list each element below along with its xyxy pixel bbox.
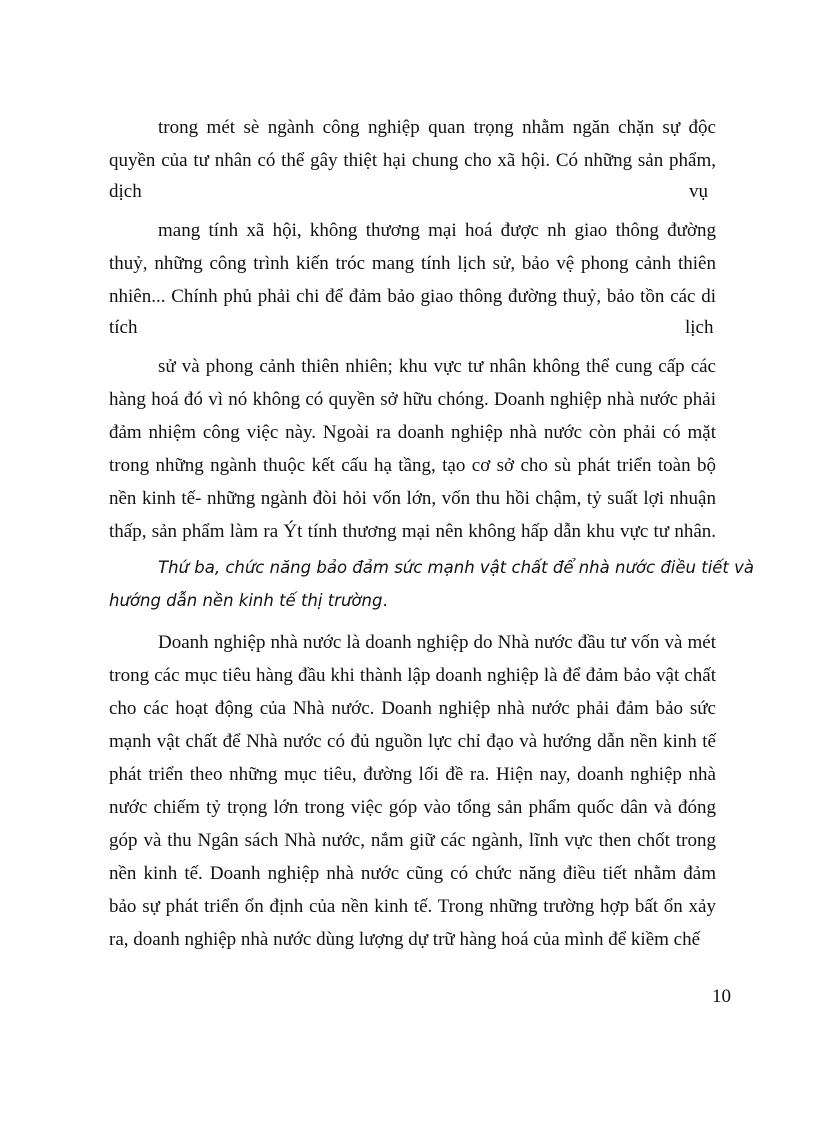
text-line: hàng hoá đó vì nó không có quyền sở hữu chóng. Doanh nghiệp nhà nước phải — [109, 389, 716, 410]
text-line: nhiên... Chính phủ phải chi để đảm bảo giao thông đường thuỷ, bảo tồn các di — [109, 286, 716, 307]
text-line-left: dịch — [109, 181, 142, 202]
text-line: trong những ngành thuộc kết cấu hạ tầng, tạo cơ sở cho sù phát triển toàn bộ — [109, 455, 716, 476]
text-line: góp và thu Ngân sách Nhà nước, nắm giữ các ngành, lĩnh vực then chốt trong — [109, 830, 716, 851]
text-line: trong mét sè ngành công nghiệp quan trọng nhằm ngăn chặn sự độc — [158, 117, 716, 138]
text-line: mạnh vật chất để Nhà nước có đủ nguồn lực chỉ đạo và hướng dẫn nền kinh tế — [109, 731, 716, 752]
text-line: đảm nhiệm công việc này. Ngoài ra doanh nghiệp nhà nước còn phải có mặt — [109, 422, 716, 443]
text-line: mang tính xã hội, không thương mại hoá được nh giao thông đường — [158, 220, 716, 241]
text-line: thuỷ, những công trình kiến tróc mang tính lịch sử, bảo vệ phong cảnh thiên — [109, 253, 716, 274]
italic-heading-text: hướng dẫn nền kinh tế thị trường — [109, 591, 383, 610]
text-line-right: lịch — [685, 317, 714, 338]
text-line: bảo sự phát triển ổn định của nền kinh tế. Trong những trường hợp bất ổn xảy — [109, 896, 716, 917]
italic-heading-line: Thứ ba, chức năng bảo đảm sức mạnh vật chất để nhà nước điều tiết và — [158, 558, 755, 577]
text-line: nền kinh tế- những ngành đòi hỏi vốn lớn, vốn thu hồi chậm, tỷ suất lợi nhuận — [109, 488, 716, 509]
text-line: phát triển theo những mục tiêu, đường lối đề ra. Hiện nay, doanh nghiệp nhà — [109, 764, 716, 785]
page-number: 10 — [712, 986, 731, 1007]
text-line: cho các hoạt động của Nhà nước. Doanh nghiệp nhà nước phải đảm bảo sức — [109, 698, 716, 719]
text-line: Doanh nghiệp nhà nước là doanh nghiệp do Nhà nước đầu tư vốn và mét — [158, 632, 716, 653]
text-line: nền kinh tế. Doanh nghiệp nhà nước cũng có chức năng điều tiết nhằm đảm — [109, 863, 716, 884]
text-line: thấp, sản phẩm làm ra Ýt tính thương mại nên không hấp dẫn khu vực tư nhân. — [109, 521, 716, 542]
text-line-left: tích — [109, 317, 138, 338]
text-line: trong các mục tiêu hàng đầu khi thành lập doanh nghiệp là để đảm bảo vật chất — [109, 665, 716, 686]
text-line: ra, doanh nghiệp nhà nước dùng lượng dự trữ hàng hoá của mình để kiềm chế — [109, 929, 701, 950]
text-line: quyền của tư nhân có thể gây thiệt hại chung cho xã hội. Có những sản phẩm, — [109, 150, 716, 171]
text-line: nước chiếm tỷ trọng lớn trong việc góp vào tổng sản phẩm quốc dân và đóng — [109, 797, 716, 818]
italic-heading-line — [109, 590, 716, 612]
text-line: sử và phong cảnh thiên nhiên; khu vực tư nhân không thể cung cấp các — [158, 356, 716, 377]
text-line-right: vụ — [689, 181, 708, 202]
period: . — [382, 591, 388, 610]
